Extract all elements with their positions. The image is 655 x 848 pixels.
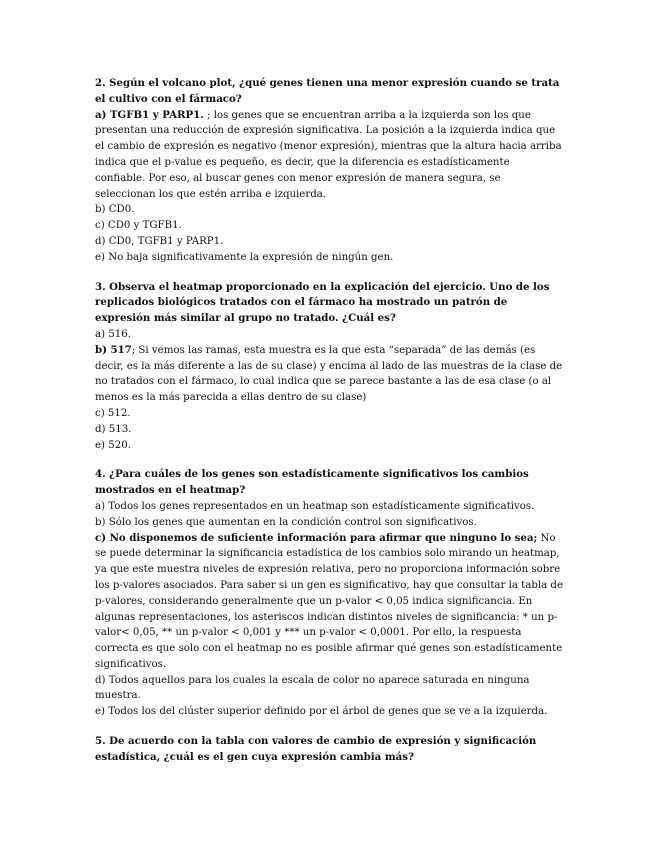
question-3 [95, 280, 563, 454]
question-2-text: 2. Según el volcano plot, ¿qué genes tienen una menor expresión cuando se trata el cultivo con el fármaco? [95, 77, 560, 105]
option-e: e) No baja significativamente la expresión de ningún gen. [95, 251, 394, 263]
question-3-text: 3. Observa el heatmap proporcionado en la explicación del ejercicio. Uno de los replicados biológicos tratados con el fármaco ha mostrado un patrón de expresión más similar al grupo no tratado. ¿Cuál es? [95, 280, 550, 325]
question-5 [95, 734, 563, 766]
answer-a-label: a) TGFB1 y PARP1. [95, 108, 204, 121]
question-4-answer-c [95, 531, 563, 673]
answer-b-label: b) 517 [95, 343, 132, 356]
question-4 [95, 467, 563, 720]
option-b: b) CD0. [95, 204, 135, 216]
question-3-answer-b [95, 343, 563, 406]
option-c: c) 512. [95, 407, 131, 419]
answer-a-explanation: ; los genes que se encuentran arriba a la izquierda son los que presentan una reducción de expresión significativa. La posición a la izquierda indica que el cambio de expresión es negativo (menor expresión), mientras que la altura hacia arriba indica que el p-value es pequeño, es decir, que la diferencia es estadísticamente confiable. Por eso, al buscar genes con menor expresión de manera segura, se seleccionan los que estén arriba e izquierda. [95, 109, 562, 200]
question-2-answer-a [95, 108, 563, 203]
option-a: a) 516. [95, 328, 131, 340]
answer-c-explanation: No se puede determinar la significancia estadística de los cambios solo mirando un heatmap, ya que este muestra niveles de expresión relativa, pero no proporciona información sobre los p-valores asociados. Para saber si un gen es significativo, hay que consultar la tabla de p-valores, considerando generalmente que un p-valor < 0,05 indica significancia. En algunas representaciones, los asteriscos indican distintos niveles de significancia: * un p-valor< 0,05, ** un p-valor < 0,001 y *** un p-valor < 0,0001. Por ello, la respuesta correcta es que solo con el heatmap no es posible afirmar qué genes son estadísticamente significativos. [95, 532, 563, 670]
question-2 [95, 76, 563, 266]
answer-c-label: c) No disponemos de suficiente información para afirmar que ninguno lo sea; [95, 531, 538, 544]
option-d: d) 513. [95, 423, 132, 435]
option-a: a) Todos los genes representados en un heatmap son estadísticamente significativos. [95, 500, 535, 512]
option-e: e) 520. [95, 439, 131, 451]
option-e: e) Todos los del clúster superior definido por el árbol de genes que se ve a la izquierda. [95, 706, 548, 718]
question-4-text: 4. ¿Para cuáles de los genes son estadísticamente significativos los cambios mostrados en el heatmap? [95, 468, 529, 497]
option-c: c) CD0 y TGFB1. [95, 220, 182, 232]
question-5-text: 5. De acuerdo con la tabla con valores de cambio de expresión y significación estadística, ¿cuál es el gen cuya expresión cambia más? [95, 735, 537, 763]
option-d: d) Todos aquellos para los cuales la escala de color no aparece saturada en ninguna muestra. [95, 674, 530, 702]
document-page [95, 76, 563, 780]
answer-b-explanation: ; Si vemos las ramas, esta muestra es la que esta “separada” de las demás (es decir, es la más diferente a las de su clase) y encima al lado de las muestras de la clase de no tratados con el fármaco, lo cual indica que se parece bastante a las de esa clase (o al menos es la más parecida a ellas dentro de su clase) [95, 344, 563, 404]
option-d: d) CD0, TGFB1 y PARP1. [95, 235, 224, 247]
option-b: b) Sólo los genes que aumentan en la condición control son significativos. [95, 516, 477, 528]
